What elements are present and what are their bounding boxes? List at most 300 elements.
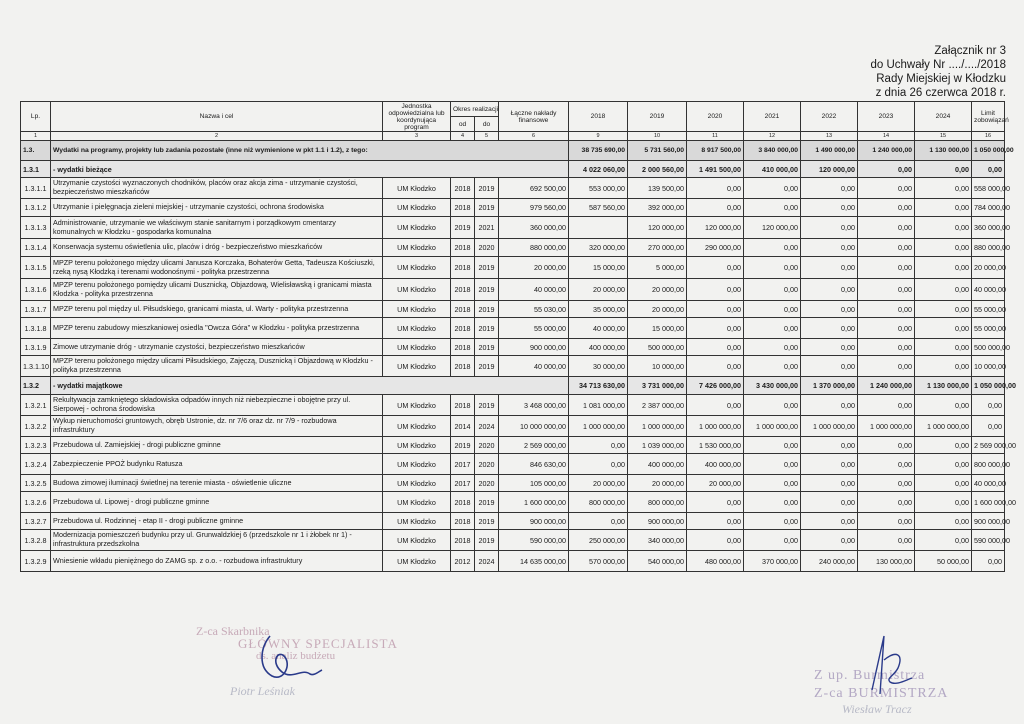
cell-total: 40 000,00 <box>499 356 569 377</box>
cell-lp: 1.3.2.4 <box>21 454 51 475</box>
cell-lp: 1.3.1.8 <box>21 318 51 339</box>
cell-y2021: 0,00 <box>744 239 801 257</box>
cell-unit: UM Kłodzko <box>383 217 451 239</box>
cell-unit: UM Kłodzko <box>383 199 451 217</box>
cell-y2019: 500 000,00 <box>628 339 687 356</box>
cell-y2022: 0,00 <box>801 437 858 454</box>
cell-y2023: 0,00 <box>858 217 915 239</box>
cell-name: MPZP terenu pol między ul. Piłsudskiego, granicami miasta, ul. Warty - polityka przestrzenna <box>51 301 383 318</box>
cell-unit: UM Kłodzko <box>383 301 451 318</box>
table-row <box>21 217 1005 239</box>
cell-y2020: 0,00 <box>687 199 744 217</box>
cell-y2020: 1 000 000,00 <box>687 416 744 437</box>
cell-name: Utrzymanie i pielęgnacja zieleni miejskiej - utrzymanie czystości, ochrona środowiska <box>51 199 383 217</box>
cell-total: 692 500,00 <box>499 178 569 199</box>
col-period: Okres realizacji <box>451 102 499 117</box>
cell-y2021: 0,00 <box>744 454 801 475</box>
stamp-right-line1: Z up. Burmistrza <box>814 668 926 683</box>
cell-y2018: 15 000,00 <box>569 257 628 279</box>
cell-total: 2 569 000,00 <box>499 437 569 454</box>
cell-y2023: 0,00 <box>858 492 915 513</box>
cell-limit: 0,00 <box>972 551 1005 572</box>
cell-y2024: 0,00 <box>915 513 972 530</box>
cell-lp: 1.3.2.2 <box>21 416 51 437</box>
cell-to: 2019 <box>475 339 499 356</box>
cell-y2019: 1 000 000,00 <box>628 416 687 437</box>
cell-lp: 1.3.2.3 <box>21 437 51 454</box>
table-row <box>21 257 1005 279</box>
cell-lp: 1.3.1.3 <box>21 217 51 239</box>
table-row <box>21 416 1005 437</box>
cell-y2024: 0,00 <box>915 395 972 416</box>
cell-y2020: 0,00 <box>687 530 744 551</box>
cell-y2024: 0,00 <box>915 530 972 551</box>
table-row <box>21 318 1005 339</box>
cell-y2018: 0,00 <box>569 437 628 454</box>
table-row <box>21 301 1005 318</box>
col-2019: 2019 <box>628 102 687 132</box>
cell-to: 2019 <box>475 301 499 318</box>
cell-y2018: 30 000,00 <box>569 356 628 377</box>
cell-unit: UM Kłodzko <box>383 454 451 475</box>
cell-y2022: 0,00 <box>801 257 858 279</box>
cell-y2023: 0,00 <box>858 356 915 377</box>
cell-y2023: 0,00 <box>858 437 915 454</box>
table-row <box>21 178 1005 199</box>
cell-total: 846 630,00 <box>499 454 569 475</box>
cell-y2022: 0,00 <box>801 199 858 217</box>
cell-to: 2019 <box>475 279 499 301</box>
cell-y2024: 0,00 <box>915 239 972 257</box>
col-2022: 2022 <box>801 102 858 132</box>
cell-from: 2018 <box>451 199 475 217</box>
cell-limit: 40 000,00 <box>972 279 1005 301</box>
cell-y2024: 0,00 <box>915 301 972 318</box>
cell-unit: UM Kłodzko <box>383 475 451 492</box>
cell-to: 2019 <box>475 178 499 199</box>
cell-unit: UM Kłodzko <box>383 318 451 339</box>
col-name: Nazwa i cel <box>51 102 383 132</box>
table-row <box>21 551 1005 572</box>
cell-y2024: 0,00 <box>915 356 972 377</box>
cell-y2024: 0,00 <box>915 178 972 199</box>
cell-to: 2019 <box>475 395 499 416</box>
cell-y2021: 0,00 <box>744 279 801 301</box>
col-2021: 2021 <box>744 102 801 132</box>
cell-total: 55 000,00 <box>499 318 569 339</box>
cell-y2021: 120 000,00 <box>744 217 801 239</box>
cell-total: 55 030,00 <box>499 301 569 318</box>
cell-lp: 1.3.1.5 <box>21 257 51 279</box>
cell-total: 900 000,00 <box>499 513 569 530</box>
cell-unit: UM Kłodzko <box>383 530 451 551</box>
cell-y2020: 0,00 <box>687 279 744 301</box>
col-unit: Jednostka odpowiedzialna lub koordynująca program <box>383 102 451 132</box>
cell-unit: UM Kłodzko <box>383 416 451 437</box>
cell-to: 2019 <box>475 530 499 551</box>
cell-from: 2018 <box>451 356 475 377</box>
cell-y2018 <box>569 217 628 239</box>
cell-y2021: 0,00 <box>744 437 801 454</box>
signature-left-icon <box>240 628 330 688</box>
cell-from: 2018 <box>451 492 475 513</box>
cell-limit: 1 600 000,00 <box>972 492 1005 513</box>
cell-y2021: 0,00 <box>744 513 801 530</box>
cell-y2020: 0,00 <box>687 257 744 279</box>
cell-name: Modernizacja pomieszczeń budynku przy ul. Grunwaldzkiej 6 (przedszkole nr 1 i żłobek nr 1) - infrastruktura przedszkolna <box>51 530 383 551</box>
cell-y2022: 240 000,00 <box>801 551 858 572</box>
cell-unit: UM Kłodzko <box>383 551 451 572</box>
cell-from: 2018 <box>451 178 475 199</box>
cell-lp: 1.3.1.7 <box>21 301 51 318</box>
cell-name: Przebudowa ul. Zamiejskiej - drogi publiczne gminne <box>51 437 383 454</box>
cell-y2020: 0,00 <box>687 339 744 356</box>
table-row <box>21 239 1005 257</box>
cell-limit: 558 000,00 <box>972 178 1005 199</box>
cell-y2018: 1 000 000,00 <box>569 416 628 437</box>
cell-y2018: 587 560,00 <box>569 199 628 217</box>
cell-total: 979 560,00 <box>499 199 569 217</box>
cell-y2023: 0,00 <box>858 178 915 199</box>
cell-y2024: 0,00 <box>915 339 972 356</box>
cell-y2023: 0,00 <box>858 454 915 475</box>
cell-y2021: 0,00 <box>744 356 801 377</box>
resolution-date: z dnia 26 czerwca 2018 r. <box>875 87 1006 99</box>
cell-total: 880 000,00 <box>499 239 569 257</box>
cell-y2024: 0,00 <box>915 217 972 239</box>
cell-y2020: 0,00 <box>687 492 744 513</box>
cell-y2022: 1 000 000,00 <box>801 416 858 437</box>
cell-to: 2020 <box>475 454 499 475</box>
cell-y2024: 0,00 <box>915 437 972 454</box>
cell-y2024: 0,00 <box>915 475 972 492</box>
cell-unit: UM Kłodzko <box>383 395 451 416</box>
cell-total: 1 600 000,00 <box>499 492 569 513</box>
cell-y2019: 10 000,00 <box>628 356 687 377</box>
cell-y2019: 20 000,00 <box>628 475 687 492</box>
cell-y2020: 20 000,00 <box>687 475 744 492</box>
current-expenses-title: - wydatki bieżące <box>51 161 569 178</box>
cell-y2024: 1 000 000,00 <box>915 416 972 437</box>
cell-y2020: 400 000,00 <box>687 454 744 475</box>
table-row <box>21 475 1005 492</box>
council-name: Rady Miejskiej w Kłodzku <box>876 73 1006 85</box>
section-row: 1.3. Wydatki na programy, projekty lub zadania pozostałe (inne niż wymienione w pkt 1.1 i 1.2), z tego: 38 735 690,00 5 731 560,00 8 917 500,00 3 840 000,00 1 490 000,00 1 240 000,00 1 130 000,00 1 050 000,00 <box>21 141 1005 161</box>
cell-y2020: 0,00 <box>687 301 744 318</box>
col-limit: Limit zobowiązań <box>972 102 1005 132</box>
cell-y2021: 370 000,00 <box>744 551 801 572</box>
cell-to: 2021 <box>475 217 499 239</box>
cell-unit: UM Kłodzko <box>383 492 451 513</box>
cell-y2022: 0,00 <box>801 279 858 301</box>
cell-lp: 1.3.1.4 <box>21 239 51 257</box>
cell-to: 2019 <box>475 318 499 339</box>
cell-y2018: 40 000,00 <box>569 318 628 339</box>
current-expenses-row: 1.3.1 - wydatki bieżące 4 022 060,00 2 000 560,00 1 491 500,00 410 000,00 120 000,00 0,00 0,00 0,00 <box>21 161 1005 178</box>
cell-y2019: 900 000,00 <box>628 513 687 530</box>
col-from: od <box>451 117 475 132</box>
cell-y2022: 0,00 <box>801 339 858 356</box>
stamp-left-line3: ds. analiz budżetu <box>256 650 336 662</box>
cell-y2019: 20 000,00 <box>628 279 687 301</box>
cell-name: Przebudowa ul. Lipowej - drogi publiczne gminne <box>51 492 383 513</box>
cell-total: 105 000,00 <box>499 475 569 492</box>
cell-y2023: 0,00 <box>858 279 915 301</box>
cell-limit: 800 000,00 <box>972 454 1005 475</box>
cell-y2021: 0,00 <box>744 257 801 279</box>
cell-lp: 1.3.2.6 <box>21 492 51 513</box>
cell-limit: 360 000,00 <box>972 217 1005 239</box>
cell-y2022: 0,00 <box>801 454 858 475</box>
cell-y2021: 0,00 <box>744 318 801 339</box>
cell-y2021: 0,00 <box>744 339 801 356</box>
cell-name: Utrzymanie czystości wyznaczonych chodników, placów oraz akcja zima - utrzymanie czystości, bezpieczeństwo mieszkańców <box>51 178 383 199</box>
cell-from: 2018 <box>451 239 475 257</box>
stamp-right-line2: Z-ca BURMISTRZA <box>814 686 949 701</box>
cell-y2019: 120 000,00 <box>628 217 687 239</box>
cell-unit: UM Kłodzko <box>383 513 451 530</box>
cell-y2018: 570 000,00 <box>569 551 628 572</box>
cell-y2022: 0,00 <box>801 513 858 530</box>
cell-name: Budowa zimowej iluminacji świetlnej na terenie miasta - oświetlenie uliczne <box>51 475 383 492</box>
cell-y2019: 540 000,00 <box>628 551 687 572</box>
cell-total: 360 000,00 <box>499 217 569 239</box>
cell-y2019: 2 387 000,00 <box>628 395 687 416</box>
cell-y2020: 0,00 <box>687 318 744 339</box>
cell-unit: UM Kłodzko <box>383 339 451 356</box>
cell-to: 2019 <box>475 356 499 377</box>
cell-y2022: 0,00 <box>801 395 858 416</box>
cell-limit: 55 000,00 <box>972 318 1005 339</box>
cell-y2023: 130 000,00 <box>858 551 915 572</box>
cell-y2024: 0,00 <box>915 199 972 217</box>
cell-y2023: 1 000 000,00 <box>858 416 915 437</box>
cell-limit: 590 000,00 <box>972 530 1005 551</box>
cell-to: 2019 <box>475 257 499 279</box>
table-row <box>21 513 1005 530</box>
cell-from: 2019 <box>451 437 475 454</box>
cell-name: Zimowe utrzymanie dróg - utrzymanie czystości, bezpieczeństwo mieszkańców <box>51 339 383 356</box>
cell-y2020: 480 000,00 <box>687 551 744 572</box>
cell-y2019: 340 000,00 <box>628 530 687 551</box>
cell-limit: 0,00 <box>972 395 1005 416</box>
cell-y2018: 0,00 <box>569 454 628 475</box>
cell-y2018: 35 000,00 <box>569 301 628 318</box>
col-to: do <box>475 117 499 132</box>
cell-unit: UM Kłodzko <box>383 437 451 454</box>
cell-y2021: 1 000 000,00 <box>744 416 801 437</box>
cell-y2024: 50 000,00 <box>915 551 972 572</box>
cell-to: 2020 <box>475 239 499 257</box>
col-2023: 2023 <box>858 102 915 132</box>
cell-y2022: 0,00 <box>801 356 858 377</box>
cell-limit: 784 000,00 <box>972 199 1005 217</box>
stamp-left-name: Piotr Leśniak <box>230 684 295 698</box>
cell-y2018: 20 000,00 <box>569 279 628 301</box>
cell-lp: 1.3.2.9 <box>21 551 51 572</box>
col-lp: Lp. <box>21 102 51 132</box>
cell-y2021: 0,00 <box>744 199 801 217</box>
cell-y2020: 0,00 <box>687 356 744 377</box>
cell-from: 2018 <box>451 513 475 530</box>
cell-y2018: 553 000,00 <box>569 178 628 199</box>
attachment-number: Załącznik nr 3 <box>934 45 1006 57</box>
cell-y2019: 392 000,00 <box>628 199 687 217</box>
cell-y2023: 0,00 <box>858 318 915 339</box>
attachment-header <box>870 44 1006 100</box>
cell-y2024: 0,00 <box>915 279 972 301</box>
cell-from: 2012 <box>451 551 475 572</box>
col-2020: 2020 <box>687 102 744 132</box>
cell-y2023: 0,00 <box>858 301 915 318</box>
cell-y2023: 0,00 <box>858 257 915 279</box>
cell-y2024: 0,00 <box>915 257 972 279</box>
cell-total: 3 468 000,00 <box>499 395 569 416</box>
table-row <box>21 199 1005 217</box>
cell-limit: 40 000,00 <box>972 475 1005 492</box>
cell-y2018: 20 000,00 <box>569 475 628 492</box>
cell-to: 2019 <box>475 513 499 530</box>
cell-y2021: 0,00 <box>744 492 801 513</box>
cell-y2024: 0,00 <box>915 454 972 475</box>
property-expenses-row: 1.3.2 - wydatki majątkowe 34 713 630,00 3 731 000,00 7 426 000,00 3 430 000,00 1 370 000,00 1 240 000,00 1 130 000,00 1 050 000,00 <box>21 377 1005 395</box>
col-2024: 2024 <box>915 102 972 132</box>
stamp-left-line2: GŁÓWNY SPECJALISTA <box>238 636 398 651</box>
cell-limit: 900 000,00 <box>972 513 1005 530</box>
cell-name: Administrowanie, utrzymanie we właściwym stanie sanitarnym i porządkowym cmentarzy komunalnych w Kłodzku - gospodarka komunalna <box>51 217 383 239</box>
cell-y2019: 139 500,00 <box>628 178 687 199</box>
cell-y2020: 290 000,00 <box>687 239 744 257</box>
cell-to: 2024 <box>475 416 499 437</box>
cell-from: 2019 <box>451 217 475 239</box>
cell-lp: 1.3.2.1 <box>21 395 51 416</box>
cell-y2021: 0,00 <box>744 475 801 492</box>
cell-lp: 1.3.2.7 <box>21 513 51 530</box>
column-numbers-row: 1 2 3 4 5 6 9 10 11 12 13 14 15 16 <box>21 132 1005 141</box>
cell-y2023: 0,00 <box>858 199 915 217</box>
cell-y2020: 1 530 000,00 <box>687 437 744 454</box>
cell-name: MPZP terenu położonego między ulicami Janusza Korczaka, Bohaterów Getta, Tadeusza Kościuszki, rzeką nysą Kłodzką i terenami wodonośnymi - polityka przestrzenna <box>51 257 383 279</box>
cell-y2018: 800 000,00 <box>569 492 628 513</box>
cell-from: 2017 <box>451 475 475 492</box>
cell-y2018: 320 000,00 <box>569 239 628 257</box>
cell-y2022: 0,00 <box>801 318 858 339</box>
cell-y2021: 0,00 <box>744 395 801 416</box>
cell-lp: 1.3.2.5 <box>21 475 51 492</box>
cell-unit: UM Kłodzko <box>383 239 451 257</box>
cell-y2020: 120 000,00 <box>687 217 744 239</box>
table-row <box>21 454 1005 475</box>
cell-name: Konserwacja systemu oświetlenia ulic, placów i dróg - bezpieczeństwo mieszkańców <box>51 239 383 257</box>
cell-y2019: 5 000,00 <box>628 257 687 279</box>
cell-y2021: 0,00 <box>744 301 801 318</box>
cell-from: 2018 <box>451 339 475 356</box>
cell-y2023: 0,00 <box>858 339 915 356</box>
cell-from: 2018 <box>451 279 475 301</box>
cell-to: 2024 <box>475 551 499 572</box>
cell-from: 2018 <box>451 301 475 318</box>
section-title: Wydatki na programy, projekty lub zadania pozostałe (inne niż wymienione w pkt 1.1 i 1.2), z tego: <box>51 141 569 161</box>
cell-from: 2014 <box>451 416 475 437</box>
table-row <box>21 492 1005 513</box>
signature-right-icon <box>840 630 920 710</box>
cell-y2023: 0,00 <box>858 513 915 530</box>
cell-total: 20 000,00 <box>499 257 569 279</box>
cell-unit: UM Kłodzko <box>383 178 451 199</box>
col-2018: 2018 <box>569 102 628 132</box>
cell-total: 14 635 000,00 <box>499 551 569 572</box>
cell-to: 2020 <box>475 437 499 454</box>
budget-table <box>20 101 1016 572</box>
cell-to: 2020 <box>475 475 499 492</box>
cell-y2023: 0,00 <box>858 530 915 551</box>
cell-y2019: 1 039 000,00 <box>628 437 687 454</box>
table-row <box>21 395 1005 416</box>
table-row <box>21 437 1005 454</box>
cell-y2019: 400 000,00 <box>628 454 687 475</box>
cell-name: Wykup nieruchomości gruntowych, obręb Ustronie, dz. nr 7/6 oraz dz. nr 7/9 - rozbudowa infrastruktury <box>51 416 383 437</box>
cell-limit: 2 569 000,00 <box>972 437 1005 454</box>
cell-y2020: 0,00 <box>687 178 744 199</box>
cell-from: 2018 <box>451 318 475 339</box>
cell-name: MPZP terenu zabudowy mieszkaniowej osiedla "Owcza Góra" w Kłodzku - polityka przestrzenna <box>51 318 383 339</box>
cell-y2024: 0,00 <box>915 492 972 513</box>
cell-y2019: 270 000,00 <box>628 239 687 257</box>
table-row <box>21 356 1005 377</box>
cell-lp: 1.3.2.8 <box>21 530 51 551</box>
cell-from: 2018 <box>451 530 475 551</box>
cell-total: 590 000,00 <box>499 530 569 551</box>
cell-to: 2019 <box>475 492 499 513</box>
cell-y2021: 0,00 <box>744 530 801 551</box>
cell-y2024: 0,00 <box>915 318 972 339</box>
table-row <box>21 339 1005 356</box>
table-row <box>21 279 1005 301</box>
cell-y2019: 800 000,00 <box>628 492 687 513</box>
property-expenses-title: - wydatki majątkowe <box>51 377 569 395</box>
stamp-left-line1: Z-ca Skarbnika <box>196 624 270 638</box>
cell-y2022: 0,00 <box>801 492 858 513</box>
cell-y2020: 0,00 <box>687 513 744 530</box>
cell-from: 2018 <box>451 395 475 416</box>
cell-y2022: 0,00 <box>801 301 858 318</box>
cell-limit: 10 000,00 <box>972 356 1005 377</box>
cell-limit: 500 000,00 <box>972 339 1005 356</box>
cell-unit: UM Kłodzko <box>383 257 451 279</box>
cell-total: 40 000,00 <box>499 279 569 301</box>
cell-from: 2017 <box>451 454 475 475</box>
stamp-right-name: Wiesław Tracz <box>842 702 912 716</box>
table-row <box>21 530 1005 551</box>
cell-name: Zabezpieczenie PPOŻ budynku Ratusza <box>51 454 383 475</box>
cell-lp: 1.3.1.2 <box>21 199 51 217</box>
cell-y2022: 0,00 <box>801 475 858 492</box>
cell-total: 900 000,00 <box>499 339 569 356</box>
cell-y2018: 250 000,00 <box>569 530 628 551</box>
cell-lp: 1.3.1.9 <box>21 339 51 356</box>
col-total: Łączne nakłady finansowe <box>499 102 569 132</box>
cell-y2018: 1 081 000,00 <box>569 395 628 416</box>
cell-y2022: 0,00 <box>801 530 858 551</box>
cell-name: MPZP terenu położonego między ulicami Piłsudskiego, Zajęczą, Dusznicką i Objazdową w Kłodzku - polityka przestrzenna <box>51 356 383 377</box>
cell-lp: 1.3.1.10 <box>21 356 51 377</box>
cell-y2022: 0,00 <box>801 239 858 257</box>
cell-unit: UM Kłodzko <box>383 356 451 377</box>
cell-limit: 55 000,00 <box>972 301 1005 318</box>
cell-name: MPZP terenu położonego pomiędzy ulicami Dusznicką, Objazdową, Wielisławską i granicami miasta Kłodzka - polityka przestrzenna <box>51 279 383 301</box>
cell-total: 10 000 000,00 <box>499 416 569 437</box>
cell-y2018: 400 000,00 <box>569 339 628 356</box>
